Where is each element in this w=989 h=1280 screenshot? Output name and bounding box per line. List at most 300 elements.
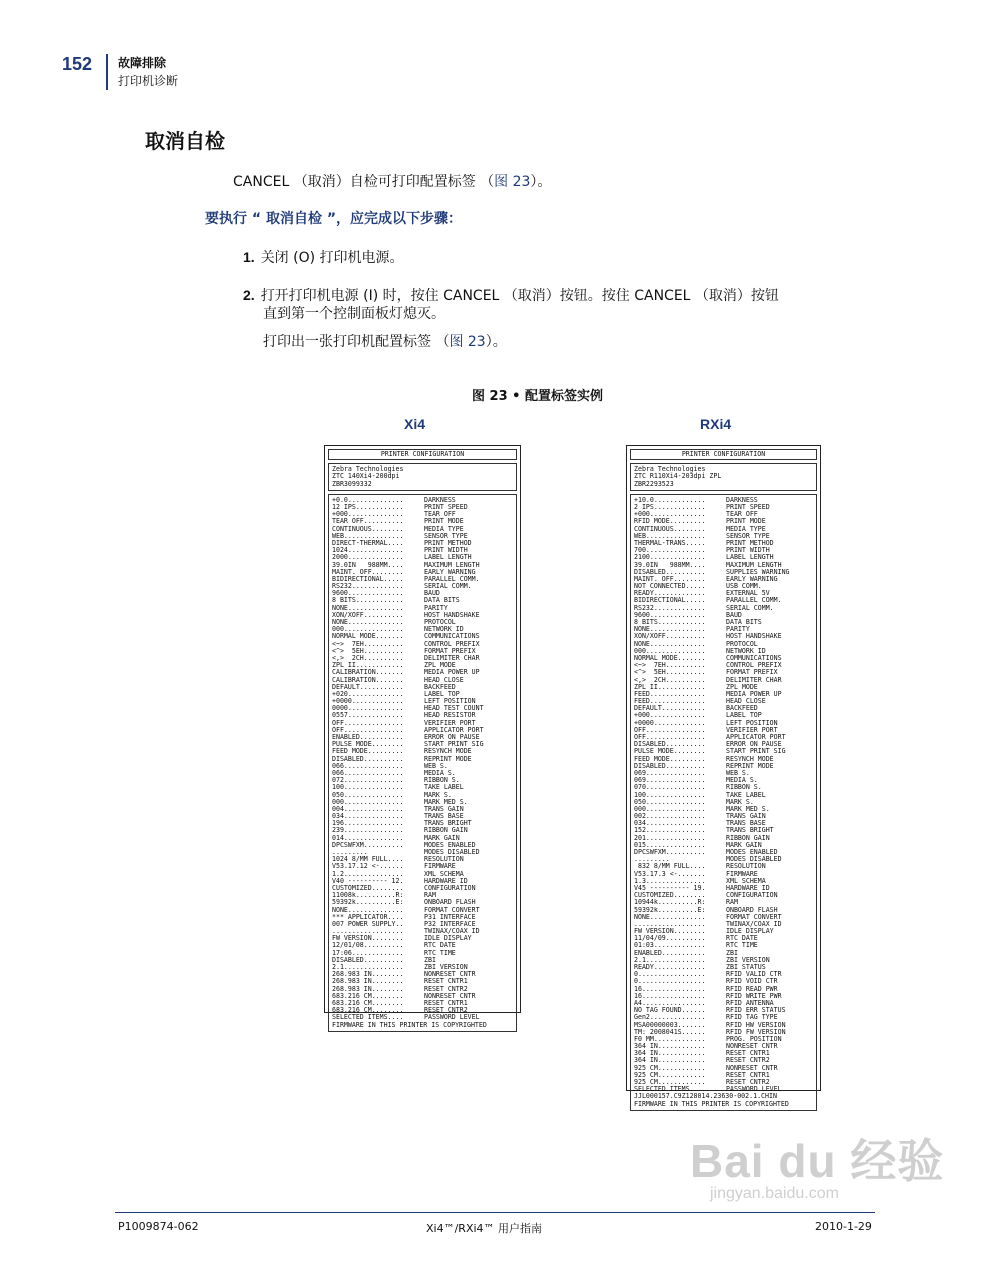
config-row-key: FORMAT PREFIX [726,669,778,677]
config-row [634,562,813,569]
config-row-value: NONE.............. [332,906,404,914]
config-row-value: DEFAULT........... [634,705,706,713]
config-row-key: XML SCHEMA [726,877,766,885]
config-row-value: WEB............... [332,532,404,540]
config-row-key: ZPL MODE [726,683,758,691]
config-row-value: CUSTOMIZED........ [332,884,404,892]
config-row-key: NONRESET CNTR [726,1043,778,1051]
config-row-value: 100............... [634,791,706,799]
config-row-key: MARK S. [424,791,452,799]
config-row-value: THERMAL-TRANS..... [634,539,706,547]
config-row [634,669,813,676]
config-row-key: DATA BITS [424,597,460,605]
config-row [332,669,513,676]
figure-link[interactable]: 图 23 [449,334,486,350]
config-row [634,777,813,784]
config-row-key: COMMUNICATIONS [726,654,782,662]
info-line: ZBR2293523 [634,479,674,488]
config-row-key: PRINT WIDTH [424,547,468,555]
config-row-value: 1.2............... [332,870,404,878]
config-row-value: 364 IN............ [634,1057,706,1065]
config-row-value: +000.............. [332,511,404,519]
step-number: 2. [243,287,255,303]
config-row-value: 17:06............. [332,949,404,957]
config-row [634,871,813,878]
config-row [332,885,513,892]
config-row-value: F0 MM............. [634,1035,706,1043]
config-row-key: LABEL LENGTH [424,554,472,562]
config-row [634,763,813,770]
config-row-key: RTC TIME [424,949,456,957]
config-row-value: 8 BITS............ [332,597,404,605]
config-row-key: RESOLUTION [424,856,464,864]
config-row [332,597,513,604]
config-row-key: LABEL TOP [424,690,460,698]
config-row-value: NO TAG FOUND...... [634,1007,706,1015]
config-row [634,813,813,820]
config-row-key: MEDIA TYPE [424,525,464,533]
config-row-key: SERIAL COMM. [726,604,774,612]
config-row [332,971,513,978]
config-row [634,626,813,633]
config-row-key: ZBI STATUS [726,964,766,971]
config-row-value: +000.............. [634,712,706,720]
config-row-value: 050............... [634,798,706,806]
config-row-key: PASSWORD LEVEL [424,1014,480,1022]
config-row-key: PASSWORD LEVEL [726,1086,782,1094]
config-row-value: 16................ [634,992,706,1000]
config-row-key: XML SCHEMA [424,870,464,878]
config-row-value: <^> 5EH.......... [332,647,404,655]
config-row [634,518,813,525]
intro-text-end: ）。 [530,174,552,190]
config-row [634,1079,813,1086]
config-row-value: 066............... [332,762,404,770]
config-row-value: 201............... [634,834,706,842]
config-row [634,511,813,518]
config-row-key: RESET CNTR2 [424,1007,468,1015]
config-row [332,655,513,662]
config-row-value: RS232............. [332,583,404,591]
config-row-key: MAXIMUM LENGTH [726,561,782,569]
config-row [634,928,813,935]
config-row [332,540,513,547]
config-row-key: DELIMITER CHAR [424,654,480,662]
config-row-key: VERIFIER PORT [424,719,476,727]
config-row-key: CONTROL PREFIX [726,662,782,670]
config-row [634,720,813,727]
config-row-key: PRINT SPEED [424,504,468,511]
config-row [332,856,513,863]
config-row-value: 0................. [634,978,706,986]
intro-paragraph [233,171,551,191]
config-row [634,1072,813,1079]
config-row-key: REPRINT MODE [726,762,774,770]
config-row [332,1000,513,1007]
config-row [634,526,813,533]
config-row-value: 239............... [332,827,404,835]
config-row [332,569,513,576]
config-row [634,885,813,892]
config-row [634,1101,813,1108]
config-row-value: NONE.............. [634,913,706,921]
config-row-value: Gen2.............. [634,1014,706,1022]
config-row [332,612,513,619]
config-row-value: 39.0IN 988MM.... [332,561,404,569]
config-row-key: HEAD CLOSE [424,676,464,684]
config-row-value: .................. [332,928,404,936]
config-row-value: +0000............. [634,719,706,727]
watermark-url: jingyan.baidu.com [710,1185,839,1202]
config-row-value: NOT CONNECTED..... [634,583,706,591]
config-row [634,1036,813,1043]
info-line: Zebra Technologies [332,465,404,474]
config-row-key: PRINT MODE [726,518,766,526]
info-line: ZTC R110Xi4-203dpi ZPL [634,472,722,481]
config-row-key: P31 INTERFACE [424,913,476,921]
config-row-key: MARK GAIN [726,841,762,849]
config-row [332,813,513,820]
config-row [332,942,513,949]
config-row-value: 004............... [332,805,404,813]
config-row [332,792,513,799]
config-row [634,705,813,712]
config-row [634,986,813,993]
config-label-rows [630,494,817,1111]
config-row [634,605,813,612]
config-row-value: FW VERSION........ [634,928,706,936]
intro-text: CANCEL （取消）自检可打印配置标签 （ [233,174,495,190]
config-row [332,590,513,597]
config-row-key: MODES ENABLED [424,841,476,849]
config-row-key: PARALLEL COMM. [726,597,782,605]
step-number: 1. [243,249,255,265]
config-row [332,978,513,985]
config-row [634,1029,813,1036]
config-row [634,1007,813,1014]
config-row-value: XON/XOFF.......... [332,611,404,619]
config-row [634,1014,813,1021]
config-row [332,842,513,849]
config-row-value: PULSE MODE........ [332,741,404,749]
config-label-header: PRINTER CONFIGURATION [630,449,817,460]
config-row-key: RFID TAG TYPE [726,1014,778,1022]
config-row-key: APPLICATOR PORT [424,726,484,734]
config-row-value: PULSE MODE........ [634,748,706,756]
config-row-value: 12/01/08.......... [332,942,404,950]
config-row-key: RESET CNTR2 [424,985,468,993]
baidu-watermark [690,1125,944,1203]
config-row-value: 2000.............. [332,554,404,562]
config-row [634,806,813,813]
config-row [332,799,513,806]
config-row-value: 9600.............. [332,590,404,598]
config-row-key: PARITY [424,604,448,612]
config-row-value: NONE.............. [332,604,404,612]
config-row-key: SENSOR TYPE [424,532,468,540]
step-1 [243,247,404,267]
config-row-value: OFF............... [634,734,706,741]
config-label-info [630,463,817,491]
config-row-value: 196............... [332,820,404,828]
config-row-key: TWINAX/COAX ID [424,928,480,936]
config-row-value: 072............... [332,777,404,785]
config-row-text: FIRMWARE IN THIS PRINTER IS COPYRIGHTED [332,1020,487,1029]
config-row-key: DATA BITS [726,619,762,626]
config-row-key: FORMAT CONVERT [424,906,480,914]
config-row-key: MEDIA TYPE [726,525,766,533]
config-row-key: RESET CNTR2 [726,1079,770,1086]
config-row [332,705,513,712]
config-row-value: NORMAL MODE....... [332,633,404,641]
config-row-value: V53.17.3 <-....... [634,870,706,878]
config-row [634,784,813,791]
config-row [332,518,513,525]
config-row-key: MAXIMUM LENGTH [424,561,480,569]
config-row [332,756,513,763]
config-row-value: 11008k..........R: [332,892,404,900]
config-row-value: TM: 2008041S...... [634,1028,706,1036]
config-row [634,971,813,978]
config-row [332,684,513,691]
config-row-value: READY............. [634,964,706,971]
config-row-value: 9600.............. [634,611,706,619]
config-row [634,993,813,1000]
config-row-value: DISABLED.......... [634,741,706,749]
config-row-key: CONTROL PREFIX [424,640,480,648]
config-row [332,619,513,626]
config-row-key: HARDWARE ID [424,877,468,885]
config-row-key: RAM [424,892,436,900]
config-row-key: WEB S. [424,762,448,770]
config-row [332,863,513,870]
config-row-value: MSA00000003....... [634,1021,706,1029]
config-row [332,504,513,511]
config-row-value: RS232............. [634,604,706,612]
config-row [634,569,813,576]
config-row-key: TRANS BASE [424,813,464,821]
config-row-key: TAKE LABEL [424,784,464,792]
config-row-value: 364 IN............ [634,1050,706,1058]
config-row-value: DIRECT-THERMAL.... [332,539,404,547]
config-row [332,562,513,569]
config-row-key: IDLE DISPLAY [424,935,472,943]
config-row-key: RESET CNTR1 [726,1050,770,1058]
config-row-value: ZPL II............ [332,662,404,670]
config-row-key: ZBI [726,949,738,957]
config-row-value: 268.983 IN........ [332,971,404,979]
config-row-value: CONTINUOUS........ [332,525,404,533]
config-row [634,957,813,964]
config-row [332,748,513,755]
config-label-rows [328,494,517,1032]
config-row-key: USB COMM. [726,583,762,591]
config-row-key: TEAR OFF [726,511,758,519]
info-line: ZBR3099332 [332,479,372,488]
config-row-value: 0557.............. [332,712,404,720]
config-row [634,820,813,827]
step-text: 关闭 (O) 打印机电源。 [260,250,404,266]
config-row-key: RIBBON S. [726,784,762,792]
config-row-value: FEED.............. [634,698,706,706]
config-row-key: TRANS BASE [726,820,766,828]
config-row-value: 01:03............. [634,942,706,950]
config-row-key: NONRESET CNTR [424,971,476,979]
config-row-value: DISABLED.......... [332,956,404,964]
config-row-key: TWINAX/COAX ID [726,920,782,928]
config-row [634,597,813,604]
config-row-key: P32 INTERFACE [424,920,476,928]
config-row-value: ......... [634,856,670,864]
config-row-text: FIRMWARE IN THIS PRINTER IS COPYRIGHTED [634,1099,789,1108]
config-row-value: 066............... [332,769,404,777]
config-row-value: 100............... [332,784,404,792]
config-row [634,1022,813,1029]
figure-link[interactable]: 图 23 [494,174,531,190]
config-row-key: DARKNESS [726,496,758,504]
config-row-key: RFID VALID CTR [726,971,782,979]
config-row-key: EARLY WARNING [424,568,476,576]
config-row-key: ERROR ON PAUSE [726,741,782,749]
config-row [634,633,813,640]
config-row-key: RFID HW VERSION [726,1021,786,1029]
config-row-key: PROTOCOL [726,640,758,648]
config-row-key: PRINT METHOD [726,539,774,547]
config-row [332,497,513,504]
config-row-key: PRINT METHOD [424,539,472,547]
config-row [634,712,813,719]
config-row-key: RTC TIME [726,942,758,950]
config-row [634,677,813,684]
config-row-value: NORMAL MODE....... [634,654,706,662]
config-row [332,698,513,705]
config-label-xi4 [324,445,521,1029]
config-row [634,619,813,626]
config-row-key: MEDIA POWER UP [726,690,782,698]
config-row [634,978,813,985]
config-row-value: 8 BITS............ [634,619,706,626]
config-row-value: 1024 8/MM FULL.... [332,856,404,864]
config-row-key: MEDIA S. [424,769,456,777]
config-row-value: MAINT. OFF........ [634,575,706,583]
config-row-key: TEAR OFF [424,511,456,519]
config-row-key: DELIMITER CHAR [726,676,782,684]
config-row [634,863,813,870]
config-row-value: A4................ [634,999,706,1007]
config-row-value: 925 CM............ [634,1071,706,1079]
config-row [634,691,813,698]
config-row-value: V40 ---------- 12. [332,877,404,885]
config-row-value: MAINT. OFF........ [332,568,404,576]
config-row [332,986,513,993]
config-row [332,641,513,648]
config-row [332,576,513,583]
config-row-key: SUPPLIES WARNING [726,568,790,576]
config-row-value: .................. [634,920,706,928]
config-row-key: EARLY WARNING [726,575,778,583]
config-row-value: 2100.............. [634,554,706,562]
config-row-value: DISABLED.......... [634,762,706,770]
config-row-value: 268.983 IN........ [332,985,404,993]
config-row [634,907,813,914]
config-row-key: RESET CNTR1 [726,1071,770,1079]
config-row-key: SENSOR TYPE [726,532,770,540]
config-row-key: LABEL LENGTH [726,554,774,562]
config-row-key: NONRESET CNTR [424,992,476,1000]
config-row-key: RIBBON S. [424,777,460,785]
config-row-value: <^> 5EH.......... [634,669,706,677]
config-row [634,792,813,799]
config-row [634,921,813,928]
config-row-value: 069............... [634,769,706,777]
config-row-key: NONRESET CNTR [726,1064,778,1072]
config-row [332,993,513,1000]
config-row-key: LABEL TOP [726,712,762,720]
config-row [332,712,513,719]
config-row [634,734,813,741]
config-row-value: *** APPLICATOR.... [332,913,404,921]
breadcrumb-subsection: 打印机诊断 [118,74,179,88]
config-row-value: 014............... [332,834,404,842]
config-row [332,835,513,842]
config-row-value: DPCSWFXM.......... [634,849,706,856]
config-row-value: 700............... [634,547,706,555]
config-row [634,892,813,899]
config-row-key: CONFIGURATION [726,892,778,900]
config-row-key: RTC DATE [424,942,456,950]
config-row-key: RFID FW VERSION [726,1028,786,1036]
config-row-value: 59392k..........E: [634,906,706,914]
config-row-key: BACKFEED [424,683,456,691]
config-row-key: DARKNESS [424,496,456,504]
config-row-key: ZBI [424,956,436,964]
config-row [332,921,513,928]
config-row-key: HOST HANDSHAKE [424,611,480,619]
config-row [634,748,813,755]
config-row-value: FW VERSION........ [332,935,404,943]
config-row [332,605,513,612]
info-line: Zebra Technologies [634,465,706,474]
config-row [634,576,813,583]
config-row-value: 39.0IN 988MM.... [634,561,706,569]
config-row [332,533,513,540]
config-label-header: PRINTER CONFIGURATION [328,449,517,460]
config-row-key: RFID ANTENNA [726,999,774,1007]
config-row-key: EXTERNAL 5V [726,590,770,598]
config-row-key: FIRMWARE [726,870,758,878]
config-row-key: MEDIA S. [726,777,758,785]
config-row-value: OFF............... [634,726,706,734]
config-row-key: FIRMWARE [424,863,456,871]
config-row-key: ONBOARD FLASH [726,906,778,914]
config-row-value: SELECTED ITEMS.... [634,1086,706,1094]
config-row-value: ZPL II............ [634,683,706,691]
config-row-value: 000............... [332,798,404,806]
config-row [332,677,513,684]
config-row-value: 002............... [634,813,706,821]
page-number: 152 [62,54,93,74]
config-row-value: 070............... [634,784,706,792]
config-row [332,827,513,834]
config-row [634,727,813,734]
config-row-value: +10.0............. [634,496,706,504]
config-row [332,928,513,935]
config-row-value: CONTINUOUS........ [634,525,706,533]
config-row-value: 152............... [634,827,706,835]
config-row [332,1007,513,1014]
config-row-value: <~> 7EH.......... [634,662,706,670]
config-row-value: 268.983 IN........ [332,978,404,986]
